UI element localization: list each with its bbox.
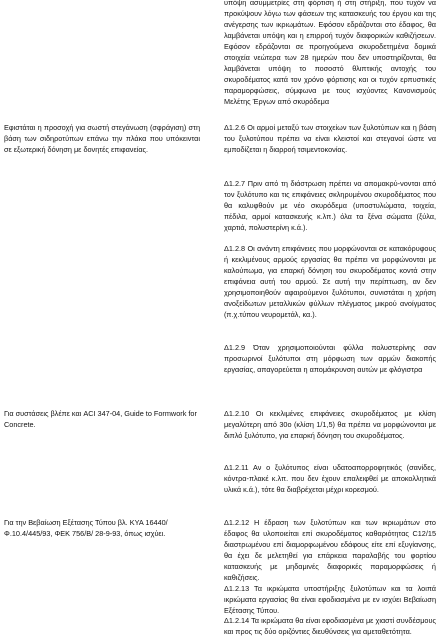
side-note-type-certificate: Για την Βεβαίωση Εξέτασης Τύπου βλ. ΚΥΑ 16440/Φ.10.4/445/93, ΦΕΚ 756/Β/ 28-9-93, όπως ισχύει. [4,518,168,538]
paragraph-continuation: υπόψη ασυμμετρίες στη φόρτιση ή στη στήριξη, που τυχόν να προκύψουν λόγω των φάσεων της κατασκευής του έργου και της ανέγερσης των ικριωμάτων. Εφόσον εδράζονται στο έδαφος, θα λαμβάνεται υπόψη και η επιρροή τυχόν διαφορικών καθιζήσεων. Εφόσον εδράζονται σε προηγούμενα σκυροδετημένα δομικά στοιχεία νεώτερα των 28 ημερών που δεν υποστηρίζονται, θα λαμβάνεται υπόψη το ποσοστό θλιπτικής αντοχής του σκυροδέματος κατά τον χρόνο φόρτισης και οι τυχόν ερπυστικές παραμορφώσεις, σύμφωνα με τους ισχύοντες Κανονισμούς Μελέτης Έργων από σκυρόδεμα [224,0,436,106]
paragraph-d1-2-10: Δ1.2.10 Οι κεκλιμένες επιφάνειες σκυροδέματος με κλίση μεγαλύτερη από 30ο (κλίση 1/1,5) θα πρέπει να μορφώνονται με διπλό ξυλότυπο, για επαρκή δόνηση του σκυροδέματος. [224,409,436,440]
paragraph-d1-2-8: Δ1.2.8 Οι ανάντη επιφάνειες που μορφώνονται σε κατακόρυφους ή κεκλιμένους αρμούς εργασίας θα πρέπει να μορφώνονται με καλούπωμα, για επαρκή δόνηση του σκυροδέματος κοντά στην επιφάνεια αυτή του αρμού. Σε αυτή την περίπτωση, αν δεν χρησιμοποιηθούν αφαιρούμενοι ξυλότυποι, συνιστάται η χρήση ανοξείδωτων μεταλλικών φύλλων πλέγματος μικρού ανοίγματος (π.χ.τύπου νευρομετάλ, κα.). [224,244,436,319]
paragraph-d1-2-11: Δ1.2.11 Αν ο ξυλότυπος είναι υδατοαπορροφητικός (σανίδες, κόντρα-πλακέ κ.λπ. που δεν έχουν επαλειφθεί με αποκολλητικά υλικά κ.ά.), τότε θα διαβρέχεται μέχρι κορεσμού. [224,463,436,494]
paragraph-d1-2-6: Δ1.2.6 Οι αρμοί μεταξύ των στοιχείων των ξυλοτύπων και η βάση του ξυλοτύπου πρέπει να είναι κλειστοί και στεγανοί ώστε να εμποδίζεται η διαρροή τσιμεντοκονίας. [224,123,436,154]
paragraph-d1-2-14: Δ1.2.14 Τα ικριώματα θα είναι εφοδιασμένα με χιαστί συνδέσμους και προς τις δύο οριζόντιες διευθύνσεις για αμεταθετότητα. [224,616,436,636]
side-note-aci-reference: Για συστάσεις βλέπε και ACI 347-04, Guide to Formwork for Concrete. [4,409,197,429]
paragraph-d1-2-13: Δ1.2.13 Τα ικριώματα υποστήριξης ξυλοτύπων και τα λοιπά ικριώματα εργασίας θα είναι εφοδιασμένα με εν ισχύει Βεβαίωση Εξέτασης Τύπου. [224,584,436,615]
paragraph-d1-2-7: Δ1.2.7 Πριν από τη διάστρωση πρέπει να απομακρύ-νονται από τον ξυλότυπο και τις επιφάνειες σκληρυμένου σκυροδέματος που θα καλυφθούν με νέο σκυρόδεμα (υποστυλώματα, τοιχεία, πέδιλα, αρμοί κατασκευής κ.λπ.) όλα τα ξένα σώματα (ξύλα, χαρτιά, πολυστερίνη κ.ά.). [224,179,436,232]
side-note-sealing: Εφιστάται η προσοχή για σωστή στεγάνωση (σφράγιση) στη βάση των σιδηροτύπων επάνω την πλάκα που υπόκεινται σε εξωτερική δόνηση με δονητές επιφανείας. [4,123,200,154]
paragraph-d1-2-12: Δ1.2.12 Η έδραση των ξυλοτύπων και των ικριωμάτων στο έδαφος θα υλοποιείται επί σκυροδέματος καθαριότητας C12/15 διαστρωμένου επί διαμορφωμένου εδάφους είτε επί εξυγίανσης, θα έχει δε μελετηθεί για επάρκεια παραλαβής του φορτίου κατασκευής με μηδαμινές διαφορικές παραμορφώσεις ή καθιζήσεις. [224,518,436,582]
paragraph-d1-2-9: Δ1.2.9 Όταν χρησιμοποιούνται φύλλα πολυστερίνης σαν προσωρινοί ξυλότυποι στη μόρφωση των αρμών διακοπής εργασίας, απαγορεύεται η απομάκρυνση αυτών με φλόγιστρα [224,343,436,374]
